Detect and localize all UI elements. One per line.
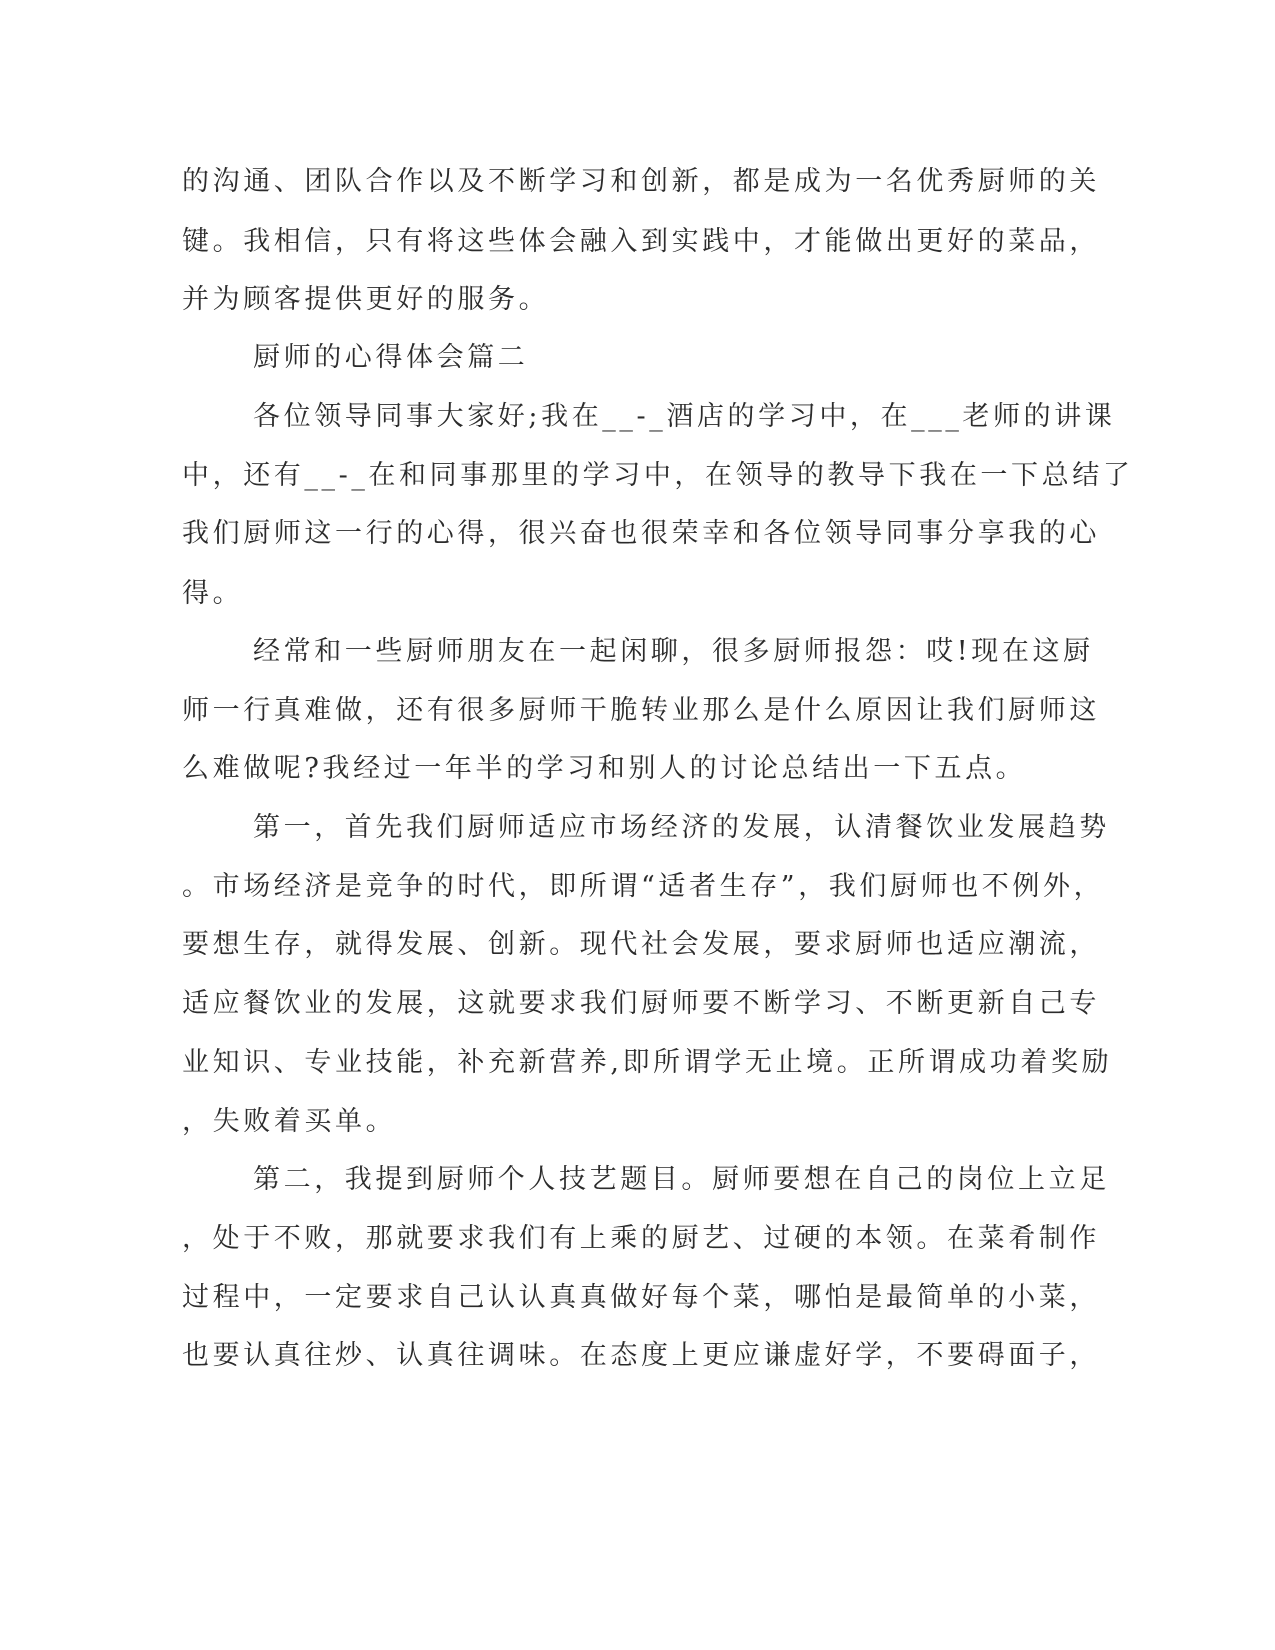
- text-line: 第二，我提到厨师个人技艺题目。厨师要想在自己的岗位上立足: [253, 1164, 1110, 1195]
- text-line: 得。: [182, 578, 244, 609]
- text-line: 么难做呢?我经过一年半的学习和别人的讨论总结出一下五点。: [182, 753, 1027, 784]
- text-line: 第一，首先我们厨师适应市场经济的发展，认清餐饮业发展趋势: [253, 812, 1110, 843]
- text-line: 。市场经济是竞争的时代，即所谓“适者生存”，我们厨师也不例外，: [182, 871, 1105, 902]
- text-line: 的沟通、团队合作以及不断学习和创新，都是成为一名优秀厨师的关: [182, 166, 1100, 197]
- text-line: 中，还有__-_在和同事那里的学习中，在领导的教导下我在一下总结了: [182, 460, 1134, 491]
- text-line: ，失败着买单。: [182, 1106, 397, 1137]
- text-line: 过程中，一定要求自己认认真真做好每个菜，哪怕是最简单的小菜，: [182, 1282, 1100, 1313]
- text-line: 业知识、专业技能，补充新营养,即所谓学无止境。正所谓成功着奖励: [182, 1047, 1113, 1078]
- section-heading: 厨师的心得体会篇二: [253, 342, 529, 373]
- text-line: ，处于不败，那就要求我们有上乘的厨艺、过硬的本领。在菜肴制作: [182, 1223, 1100, 1254]
- text-line: 适应餐饮业的发展，这就要求我们厨师要不断学习、不断更新自己专: [182, 988, 1100, 1019]
- text-line: 各位领导同事大家好;我在__-_酒店的学习中，在___老师的讲课: [253, 401, 1116, 432]
- text-line: 要想生存，就得发展、创新。现代社会发展，要求厨师也适应潮流，: [182, 929, 1100, 960]
- text-line: 键。我相信，只有将这些体会融入到实践中，才能做出更好的菜品，: [182, 226, 1100, 257]
- text-line: 经常和一些厨师朋友在一起闲聊，很多厨师报怨：哎!现在这厨: [253, 636, 1094, 667]
- text-line: 并为顾客提供更好的服务。: [182, 284, 550, 315]
- text-line: 也要认真往炒、认真往调味。在态度上更应谦虚好学，不要碍面子，: [182, 1340, 1100, 1371]
- text-line: 我们厨师这一行的心得，很兴奋也很荣幸和各位领导同事分享我的心: [182, 518, 1100, 549]
- text-line: 师一行真难做，还有很多厨师干脆转业那么是什么原因让我们厨师这: [182, 695, 1100, 726]
